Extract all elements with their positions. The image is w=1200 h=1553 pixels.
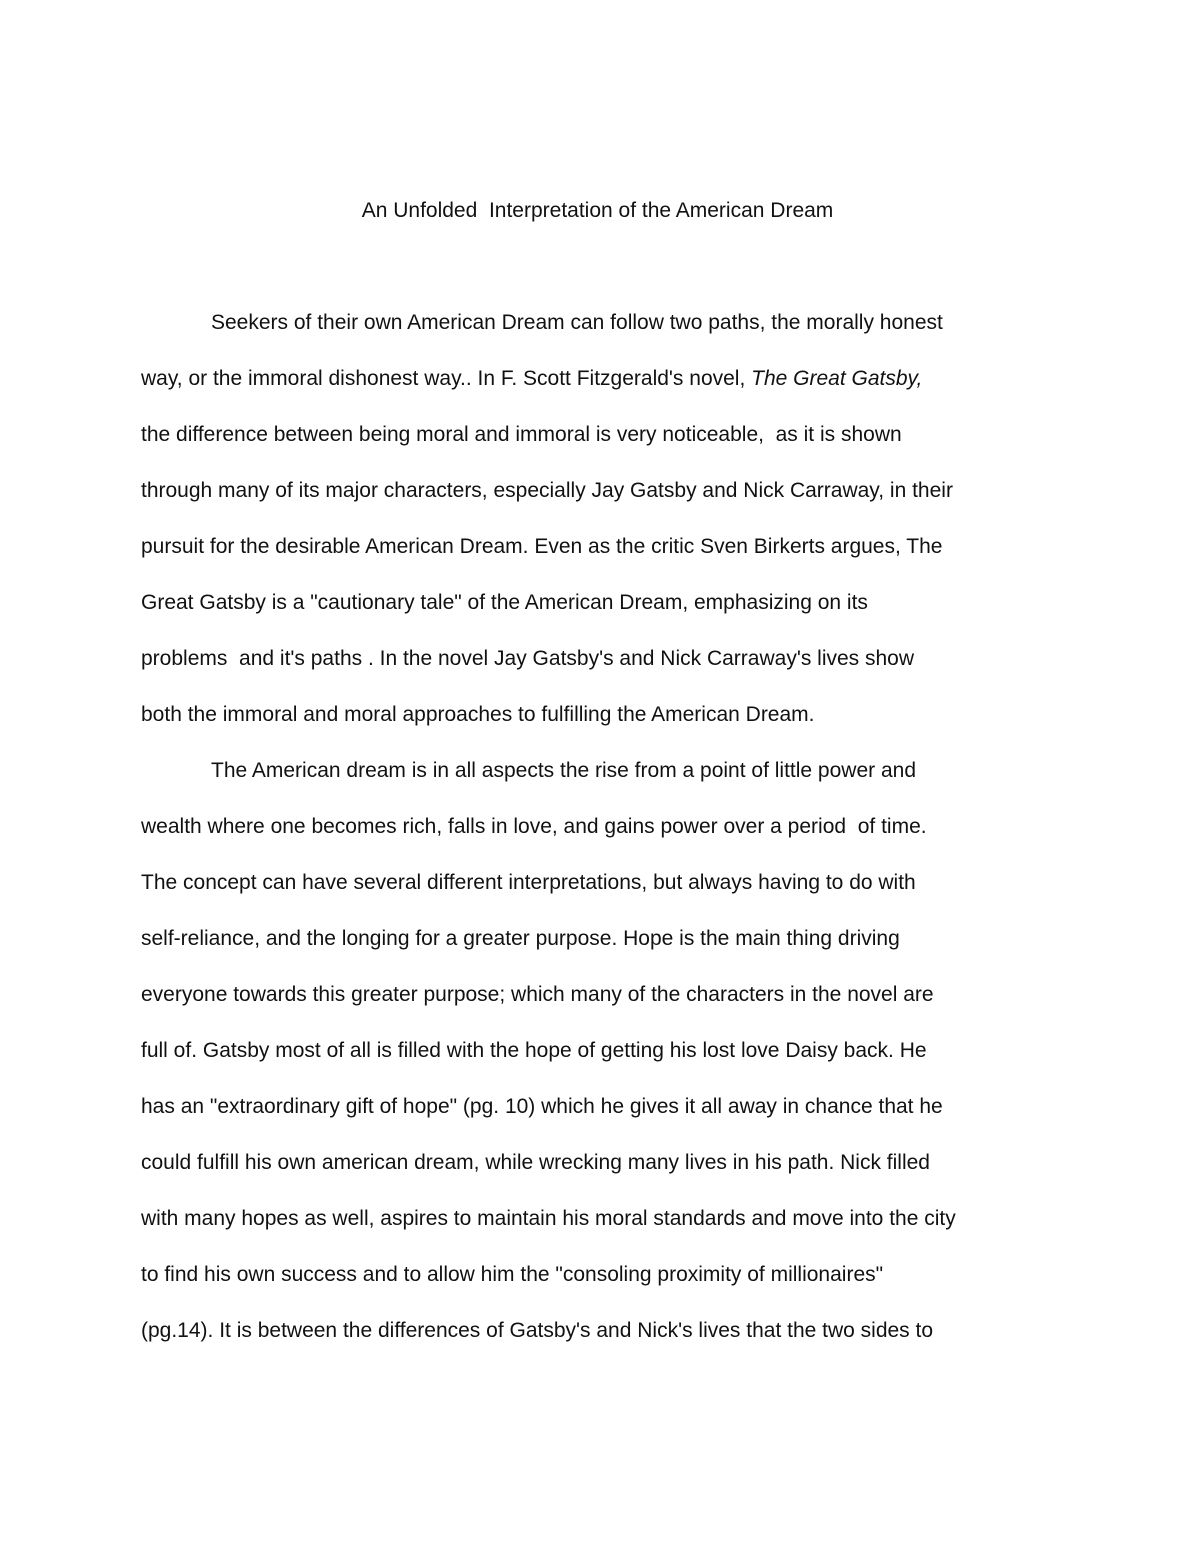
paragraph-1-line-2: [141, 365, 922, 393]
paragraph-2-line-1: The American dream is in all aspects the rise from a point of little power and: [211, 759, 916, 782]
paragraph-1-line-4: through many of its major characters, especially Jay Gatsby and Nick Carraway, in their: [141, 479, 953, 502]
paragraph-1-line-3: the difference between being moral and immoral is very noticeable, as it is shown: [141, 423, 902, 446]
paragraph-2-line-10: to find his own success and to allow him the "consoling proximity of millionaires": [141, 1263, 884, 1286]
paragraph-2-line-11: (pg.14). It is between the differences of Gatsby's and Nick's lives that the two sides to: [141, 1319, 934, 1342]
paragraph-1-line-8: both the immoral and moral approaches to fulfilling the American Dream.: [141, 703, 815, 726]
paragraph-2-line-7: has an "extraordinary gift of hope" (pg. 10) which he gives it all away in chance that he: [141, 1095, 943, 1118]
paragraph-1-line-1: Seekers of their own American Dream can follow two paths, the morally honest: [211, 311, 943, 334]
book-title-italic: The Great Gatsby,: [751, 367, 923, 390]
paragraph-2-line-5: everyone towards this greater purpose; which many of the characters in the novel are: [141, 983, 934, 1006]
paragraph-1-line-2-text: way, or the immoral dishonest way.. In F. Scott Fitzgerald's novel,: [141, 367, 752, 390]
paragraph-2-line-4: self-reliance, and the longing for a greater purpose. Hope is the main thing driving: [141, 927, 900, 950]
paragraph-1-line-7: problems and it's paths . In the novel Jay Gatsby's and Nick Carraway's lives show: [141, 647, 915, 670]
document-title: An Unfolded Interpretation of the American Dream: [361, 199, 834, 222]
paragraph-2-line-8: could fulfill his own american dream, while wrecking many lives in his path. Nick filled: [141, 1151, 930, 1174]
paragraph-2-line-2: wealth where one becomes rich, falls in love, and gains power over a period of time.: [141, 815, 927, 838]
paragraph-2-line-9: with many hopes as well, aspires to maintain his moral standards and move into the city: [141, 1207, 956, 1230]
paragraph-1-line-5: pursuit for the desirable American Dream. Even as the critic Sven Birkerts argues, The: [141, 535, 943, 558]
paragraph-1-line-6: Great Gatsby is a "cautionary tale" of the American Dream, emphasizing on its: [141, 591, 868, 614]
paragraph-2-line-6: full of. Gatsby most of all is filled with the hope of getting his lost love Daisy back. He: [141, 1039, 927, 1062]
paragraph-2-line-3: The concept can have several different interpretations, but always having to do with: [141, 871, 916, 894]
